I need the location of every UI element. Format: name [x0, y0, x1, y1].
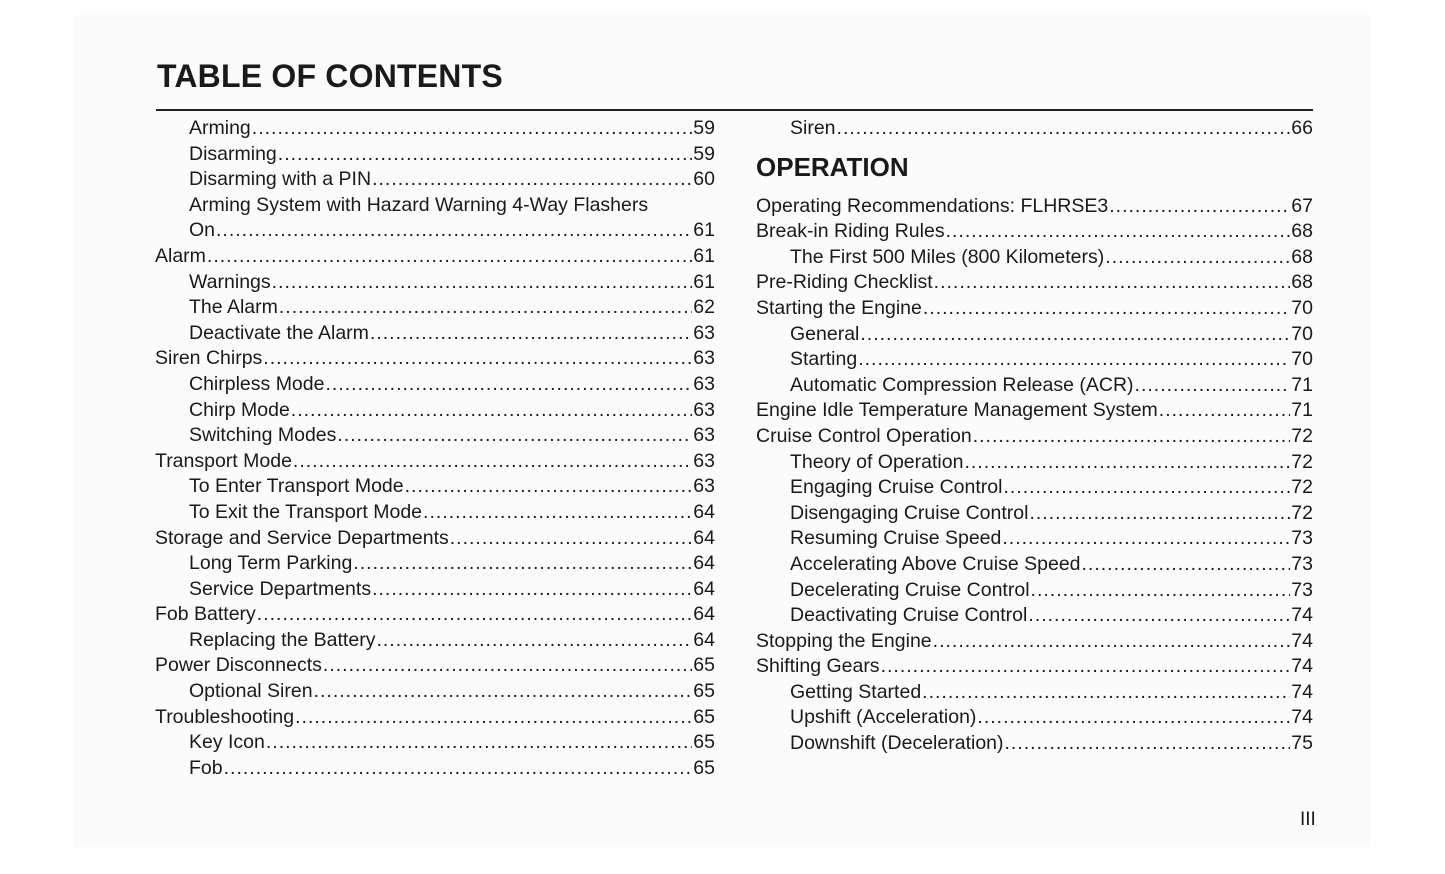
- toc-entry-label: General: [790, 322, 860, 345]
- toc-leader-dots: [372, 167, 692, 193]
- toc-right-column: [756, 116, 1313, 757]
- toc-entry-page: 63: [693, 372, 715, 395]
- toc-entry-label: Engaging Cruise Control: [790, 476, 1003, 499]
- toc-entry-page: 59: [693, 142, 715, 165]
- toc-entry-page: 62: [693, 296, 715, 319]
- toc-leader-dots: [372, 577, 692, 603]
- toc-entry-label: Fob Battery: [155, 603, 256, 626]
- toc-leader-dots: [923, 296, 1290, 322]
- toc-entry-page: 73: [1291, 527, 1313, 550]
- toc-entry-page: 72: [1291, 450, 1313, 473]
- toc-entry-page: 64: [693, 577, 715, 600]
- toc-entry-page: 66: [1291, 117, 1313, 139]
- toc-entry-label: Cruise Control Operation: [756, 424, 972, 447]
- toc-entry[interactable]: [155, 116, 715, 142]
- toc-entry[interactable]: [756, 270, 1313, 296]
- toc-leader-dots: [1031, 578, 1291, 604]
- toc-entry[interactable]: [756, 629, 1313, 655]
- toc-entry[interactable]: [155, 628, 715, 654]
- page-number: III: [1300, 809, 1316, 830]
- toc-entry[interactable]: [756, 603, 1313, 629]
- toc-leader-dots: [1005, 731, 1291, 757]
- toc-entry[interactable]: [756, 322, 1313, 348]
- toc-entry-label: To Enter Transport Mode: [189, 475, 404, 498]
- toc-entry[interactable]: [756, 194, 1313, 220]
- toc-leader-dots: [964, 450, 1290, 476]
- toc-entry[interactable]: [756, 705, 1313, 731]
- toc-entry[interactable]: [756, 347, 1313, 373]
- toc-entry-label: On: [189, 219, 216, 242]
- toc-entry[interactable]: [756, 424, 1313, 450]
- toc-entry[interactable]: [155, 730, 715, 756]
- toc-leader-dots: [1159, 398, 1291, 424]
- toc-entry-label: Stopping the Engine: [756, 629, 932, 652]
- toc-entry-page: 72: [1291, 476, 1313, 499]
- toc-entry-label: Accelerating Above Cruise Speed: [790, 552, 1081, 575]
- toc-entry-page: 74: [1291, 629, 1313, 652]
- toc-entry-label: Resuming Cruise Speed: [790, 527, 1002, 550]
- toc-entry-page: 65: [693, 705, 715, 728]
- toc-leader-dots: [1002, 526, 1290, 552]
- toc-entry-page: 75: [1291, 732, 1313, 755]
- toc-entry-label: Arming: [189, 117, 251, 139]
- toc-entry-page: 65: [693, 756, 715, 779]
- toc-entry-page: 73: [1291, 578, 1313, 601]
- toc-entry-page: 60: [693, 168, 715, 191]
- toc-leader-dots: [370, 321, 692, 347]
- toc-entry-page: 68: [1291, 271, 1313, 294]
- toc-entry-page: 64: [693, 603, 715, 626]
- toc-leader-dots: [224, 756, 693, 782]
- toc-entry-label: Transport Mode: [155, 449, 292, 472]
- toc-entry-label: Key Icon: [189, 731, 265, 754]
- toc-leader-dots: [376, 628, 692, 654]
- toc-entry-page: 74: [1291, 655, 1313, 678]
- toc-entry[interactable]: [756, 731, 1313, 757]
- toc-leader-dots: [423, 500, 692, 526]
- toc-leader-dots: [295, 705, 692, 731]
- toc-leader-dots: [337, 423, 692, 449]
- toc-entry-label: Power Disconnects: [155, 654, 322, 677]
- toc-entry[interactable]: [756, 398, 1313, 424]
- toc-entry[interactable]: [155, 167, 715, 193]
- toc-entry[interactable]: [756, 501, 1313, 527]
- toc-leader-dots: [263, 346, 692, 372]
- toc-leader-dots: [858, 347, 1290, 373]
- toc-entry-page: 59: [693, 117, 715, 139]
- toc-entry[interactable]: [155, 705, 715, 731]
- toc-entry-page: 74: [1291, 680, 1313, 703]
- toc-entry-label: Arming System with Hazard Warning 4-Way Flashers: [189, 193, 649, 216]
- toc-entry-label: Deactivating Cruise Control: [790, 604, 1028, 627]
- toc-leader-dots: [207, 244, 692, 270]
- toc-leader-dots: [1003, 475, 1290, 501]
- toc-leader-dots: [1109, 194, 1290, 220]
- toc-entry[interactable]: [155, 398, 715, 424]
- toc-entry-label: To Exit the Transport Mode: [189, 500, 423, 523]
- toc-leader-dots: [450, 526, 693, 552]
- toc-entry-label: Upshift (Acceleration): [790, 706, 977, 729]
- toc-entry-label: Siren: [790, 117, 836, 139]
- toc-leader-dots: [977, 705, 1290, 731]
- toc-leader-dots: [272, 270, 693, 296]
- toc-entry-label: Starting: [790, 348, 858, 371]
- toc-entry[interactable]: [756, 552, 1313, 578]
- toc-entry[interactable]: [155, 577, 715, 603]
- toc-entry[interactable]: [756, 245, 1313, 271]
- toc-entry[interactable]: [756, 296, 1313, 322]
- toc-entry-page: 63: [693, 321, 715, 344]
- toc-leader-dots: [1029, 501, 1290, 527]
- toc-entry[interactable]: [756, 116, 1313, 142]
- toc-entry-label: The First 500 Miles (800 Kilometers): [790, 245, 1105, 268]
- toc-leader-dots: [922, 680, 1290, 706]
- toc-leader-dots: [1135, 373, 1291, 399]
- toc-entry-page: 65: [693, 731, 715, 754]
- toc-entry-label: Getting Started: [790, 680, 922, 703]
- toc-entry-label: Automatic Compression Release (ACR): [790, 373, 1134, 396]
- toc-entry-page: 63: [693, 449, 715, 472]
- toc-leader-dots: [1105, 245, 1290, 271]
- toc-entry-label: Storage and Service Departments: [155, 526, 449, 549]
- toc-entry-page: 70: [1291, 348, 1313, 371]
- toc-entry-page: 70: [1291, 296, 1313, 319]
- toc-entry-label: Disarming: [189, 142, 277, 165]
- toc-entry-page: 61: [693, 244, 715, 267]
- toc-entry-label: Long Term Parking: [189, 552, 353, 575]
- toc-entry-page: 71: [1291, 373, 1313, 396]
- toc-leader-dots: [933, 629, 1291, 655]
- toc-entry-label: Service Departments: [189, 577, 372, 600]
- toc-entry-label: Warnings: [189, 270, 271, 293]
- toc-entry-label: Theory of Operation: [790, 450, 964, 473]
- toc-entry-page: 73: [1291, 552, 1313, 575]
- toc-entry[interactable]: [155, 295, 715, 321]
- toc-entry-page: 63: [693, 475, 715, 498]
- toc-leader-dots: [973, 424, 1291, 450]
- toc-entry-page: 71: [1291, 399, 1313, 422]
- toc-entry[interactable]: [155, 218, 715, 244]
- toc-entry-label: The Alarm: [189, 296, 278, 319]
- toc-entry-label: Engine Idle Temperature Management System: [756, 399, 1158, 422]
- toc-leader-dots: [293, 449, 692, 475]
- toc-entry-label: Replacing the Battery: [189, 628, 376, 651]
- toc-leader-dots: [353, 551, 692, 577]
- toc-entry[interactable]: [155, 474, 715, 500]
- toc-entry-label: Operating Recommendations: FLHRSE3: [756, 194, 1109, 217]
- toc-entry-page: 72: [1291, 424, 1313, 447]
- toc-entry[interactable]: [155, 270, 715, 296]
- toc-entry-label: Starting the Engine: [756, 296, 922, 319]
- toc-entry-page: 64: [693, 552, 715, 575]
- toc-entry[interactable]: [756, 450, 1313, 476]
- toc-leader-dots: [934, 270, 1291, 296]
- toc-entry-page: 70: [1291, 322, 1313, 345]
- toc-entry[interactable]: [756, 219, 1313, 245]
- toc-entry[interactable]: [155, 346, 715, 372]
- toc-entry-page: 68: [1291, 220, 1313, 243]
- toc-entry[interactable]: [756, 654, 1313, 680]
- toc-leader-dots: [405, 474, 693, 500]
- toc-entry-label: Break-in Riding Rules: [756, 220, 945, 243]
- toc-entry[interactable]: [756, 578, 1313, 604]
- toc-entry-label: Downshift (Deceleration): [790, 732, 1004, 755]
- toc-entry-label: Switching Modes: [189, 424, 337, 447]
- toc-entry-label: Pre-Riding Checklist: [756, 271, 933, 294]
- toc-entry-page: 74: [1291, 604, 1313, 627]
- toc-leader-dots: [266, 730, 692, 756]
- toc-entry-page: 74: [1291, 706, 1313, 729]
- toc-entry[interactable]: [756, 526, 1313, 552]
- toc-leader-dots: [291, 398, 693, 424]
- toc-entry-label: Disengaging Cruise Control: [790, 501, 1029, 524]
- toc-entry-page: 61: [693, 219, 715, 242]
- toc-entry-page: 65: [693, 654, 715, 677]
- toc-left-column: [155, 116, 715, 781]
- toc-entry-label: Shifting Gears: [756, 655, 880, 678]
- toc-entry-page: 72: [1291, 501, 1313, 524]
- toc-leader-dots: [323, 653, 692, 679]
- toc-entry[interactable]: [155, 602, 715, 628]
- toc-entry[interactable]: [155, 551, 715, 577]
- toc-entry-page: 64: [693, 526, 715, 549]
- toc-leader-dots: [314, 679, 693, 705]
- toc-entry-label: Deactivate the Alarm: [189, 321, 369, 344]
- toc-entry[interactable]: [155, 321, 715, 347]
- toc-entry-label: Optional Siren: [189, 680, 313, 703]
- toc-entry-label: Chirpless Mode: [189, 372, 325, 395]
- toc-entry-page: 65: [693, 680, 715, 703]
- toc-entry-page: 63: [693, 347, 715, 370]
- title-divider: [156, 109, 1313, 111]
- toc-leader-dots: [216, 218, 692, 244]
- toc-entry[interactable]: [756, 475, 1313, 501]
- toc-entry[interactable]: [155, 756, 715, 782]
- toc-entry[interactable]: [155, 526, 715, 552]
- toc-entry-label: Decelerating Cruise Control: [790, 578, 1030, 601]
- toc-leader-dots: [252, 116, 693, 142]
- toc-entry-label: Siren Chirps: [155, 347, 263, 370]
- toc-leader-dots: [278, 142, 693, 168]
- toc-leader-dots: [946, 219, 1291, 245]
- toc-entry[interactable]: [155, 679, 715, 705]
- toc-entry-page: 61: [693, 270, 715, 293]
- toc-entry-page: 63: [693, 424, 715, 447]
- toc-leader-dots: [279, 295, 692, 321]
- toc-entry[interactable]: [155, 142, 715, 168]
- toc-entry-wrap-line[interactable]: [155, 193, 715, 219]
- toc-leader-dots: [325, 372, 692, 398]
- toc-entry[interactable]: [756, 680, 1313, 706]
- toc-entry-page: 64: [693, 628, 715, 651]
- toc-entry[interactable]: [155, 372, 715, 398]
- toc-entry[interactable]: [155, 500, 715, 526]
- toc-leader-dots: [1028, 603, 1290, 629]
- toc-leader-dots: [881, 654, 1291, 680]
- toc-entry-label: Disarming with a PIN: [189, 168, 372, 191]
- toc-entry-page: 63: [693, 398, 715, 421]
- toc-leader-dots: [837, 116, 1291, 142]
- toc-leader-dots: [257, 602, 693, 628]
- toc-entry-page: 64: [693, 500, 715, 523]
- toc-entry[interactable]: [155, 423, 715, 449]
- toc-leader-dots: [1082, 552, 1291, 578]
- toc-entry[interactable]: [155, 449, 715, 475]
- toc-entry-page: 68: [1291, 245, 1313, 268]
- toc-entry-label: Troubleshooting: [155, 705, 295, 728]
- toc-entry[interactable]: [155, 244, 715, 270]
- toc-leader-dots: [860, 322, 1290, 348]
- toc-entry-label: Alarm: [155, 244, 206, 267]
- toc-entry-label: Fob: [189, 756, 223, 779]
- page-title: TABLE OF CONTENTS: [157, 58, 503, 94]
- section-heading-operation: OPERATION: [756, 151, 909, 182]
- toc-entry-page: 67: [1291, 194, 1313, 217]
- toc-entry[interactable]: [155, 653, 715, 679]
- toc-entry-label: Chirp Mode: [189, 398, 290, 421]
- toc-entry[interactable]: [756, 373, 1313, 399]
